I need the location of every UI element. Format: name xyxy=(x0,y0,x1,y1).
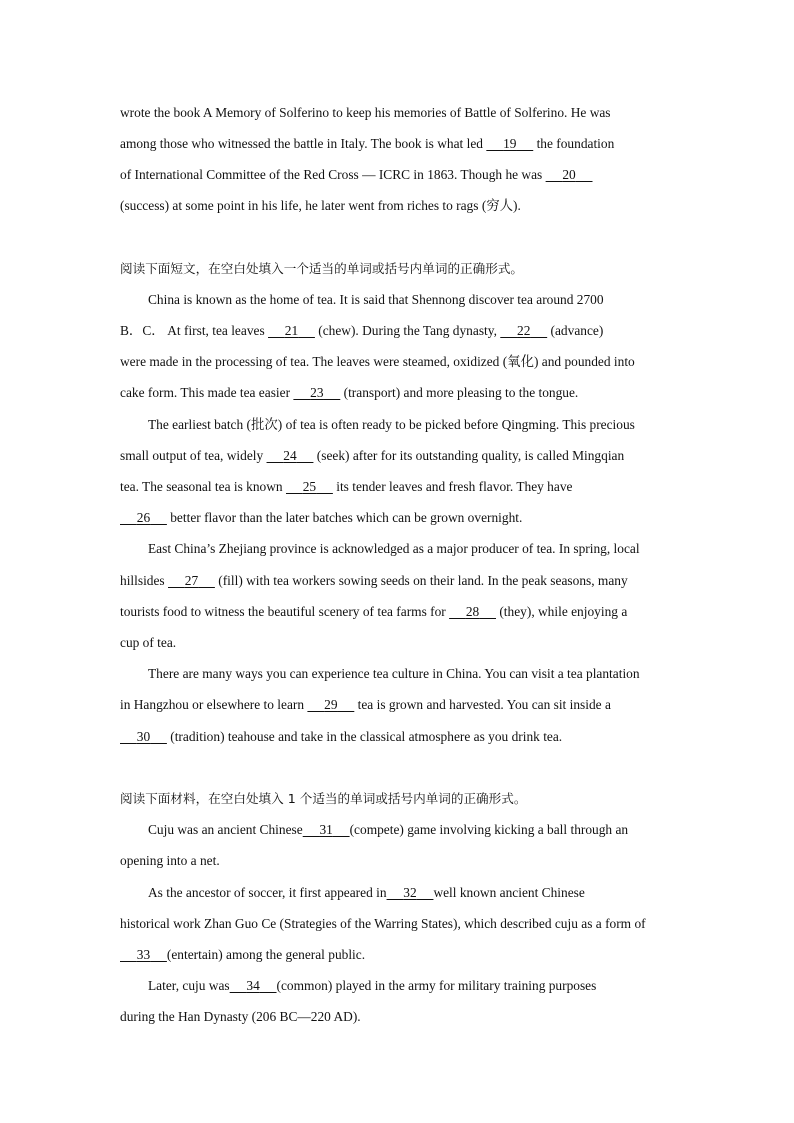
answer-blank-21[interactable]: 21 xyxy=(284,323,299,338)
passage-line: during the Han Dynasty (206 BC—220 AD). xyxy=(120,1009,361,1024)
passage-line: China is known as the home of tea. It is said that Shennong discover tea around 2700 xyxy=(148,292,604,307)
answer-blank-27[interactable]: 27 xyxy=(184,573,199,588)
section-instruction: 阅读下面材料，在空白处填入 1 个适当的单词或括号内单词的正确形式。 xyxy=(120,791,527,806)
answer-blank-25[interactable]: 25 xyxy=(302,479,317,494)
passage-line: There are many ways you can experience tea culture in China. You can visit a tea plantation xyxy=(148,666,640,681)
passage-line: Cuju was an ancient Chinese 31 (compete) game involving kicking a ball through an xyxy=(148,822,629,837)
passage-line: tourists food to witness the beautiful scenery of tea farms for 28 (they), while enjoying a xyxy=(120,604,628,619)
answer-blank-29[interactable]: 29 xyxy=(324,697,338,712)
answer-blank-28[interactable]: 28 xyxy=(465,604,480,619)
passage-line: small output of tea, widely 24 (seek) after for its outstanding quality, is called Mingqian xyxy=(120,448,625,463)
passage-line: 26 better flavor than the later batches which can be grown overnight. xyxy=(120,509,522,527)
passage-line: tea. The seasonal tea is known 25 its tender leaves and fresh flavor. They have xyxy=(120,479,573,494)
answer-blank-31[interactable]: 31 xyxy=(319,822,333,837)
passage-line: among those who witnessed the battle in Italy. The book is what led 19 the foundation xyxy=(120,136,615,151)
answer-blank-32[interactable]: 32 xyxy=(403,885,417,900)
passage-line: East China’s Zhejiang province is acknowledged as a major producer of tea. In spring, local xyxy=(148,541,640,556)
passage-line: were made in the processing of tea. The leaves were steamed, oxidized (氧化) and pounded into xyxy=(120,354,635,369)
answer-blank-26[interactable]: 26 xyxy=(136,510,151,525)
passage-line: of International Committee of the Red Cross — ICRC in 1863. Though he was 20 xyxy=(120,166,593,184)
passage-line: cake form. This made tea easier 23 (transport) and more pleasing to the tongue. xyxy=(120,385,579,400)
passage-line: historical work Zhan Guo Ce (Strategies of the Warring States), which described cuju as a form of xyxy=(120,916,646,931)
answer-blank-34[interactable]: 34 xyxy=(246,978,260,993)
answer-blank-24[interactable]: 24 xyxy=(283,448,297,463)
passage-line: wrote the book A Memory of Solferino to keep his memories of Battle of Solferino. He was xyxy=(120,105,611,120)
passage-line: Later, cuju was 34 (common) played in the army for military training purposes xyxy=(148,978,597,993)
passage-line: 33 (entertain) among the general public. xyxy=(120,946,365,964)
passage-line: B．C． At first, tea leaves 21 (chew). During the Tang dynasty, 22 (advance) xyxy=(120,323,604,338)
answer-blank-22[interactable]: 22 xyxy=(517,323,531,338)
section-instruction: 阅读下面短文，在空白处填入一个适当的单词或括号内单词的正确形式。 xyxy=(120,261,523,276)
passage-line: hillsides 27 (fill) with tea workers sowing seeds on their land. In the peak seasons, many xyxy=(120,573,628,588)
answer-blank-33[interactable]: 33 xyxy=(136,947,151,962)
passage-line: opening into a net. xyxy=(120,853,220,868)
passage-line: The earliest batch (批次) of tea is often ready to be picked before Qingming. This precious xyxy=(148,417,635,432)
passage-line: As the ancestor of soccer, it first appeared in 32 well known ancient Chinese xyxy=(148,885,585,900)
passage-line: (success) at some point in his life, he later went from riches to rags (穷人). xyxy=(120,198,521,213)
passage-line: in Hangzhou or elsewhere to learn 29 tea is grown and harvested. You can sit inside a xyxy=(120,697,611,712)
answer-blank-23[interactable]: 23 xyxy=(310,385,324,400)
answer-blank-20[interactable]: 20 xyxy=(562,167,576,182)
passage-line: 30 (tradition) teahouse and take in the classical atmosphere as you drink tea. xyxy=(120,728,562,746)
passage-line: cup of tea. xyxy=(120,635,177,650)
answer-blank-19[interactable]: 19 xyxy=(503,136,517,151)
answer-blank-30[interactable]: 30 xyxy=(136,729,151,744)
